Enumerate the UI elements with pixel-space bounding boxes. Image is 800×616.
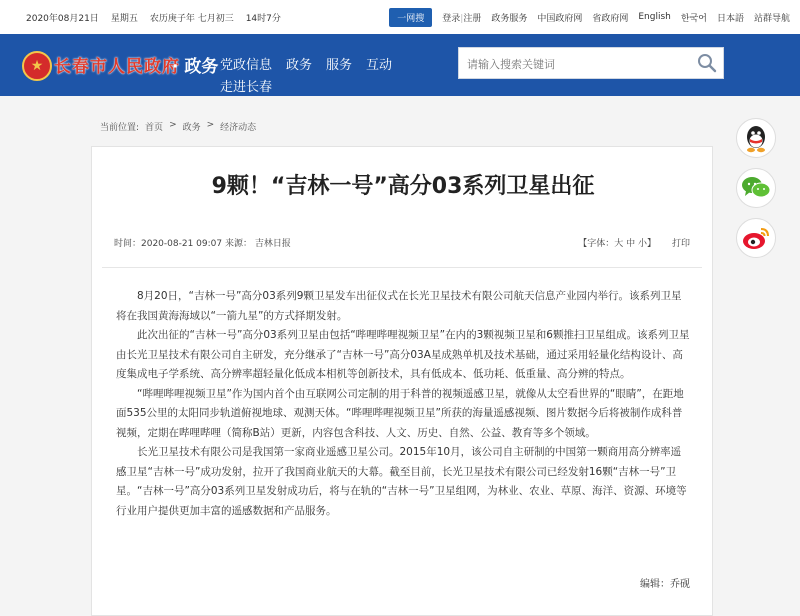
top-bar: 2020年08月21日 星期五 农历庚子年 七月初三 14时7分 一网搜 登录|注册 政务服务 中国政府网 省政府网 English 한국어 日本語 站群导航 bbox=[0, 0, 800, 35]
breadcrumb-separator: > bbox=[169, 120, 177, 130]
login-link[interactable]: 登录 bbox=[442, 13, 461, 24]
date-text: 2020年08月21日 bbox=[26, 13, 99, 24]
wechat-share-button[interactable] bbox=[736, 168, 776, 208]
register-link[interactable]: 注册 bbox=[463, 13, 482, 24]
breadcrumb-home[interactable]: 首页 bbox=[145, 123, 164, 133]
site-section: · 政务 bbox=[172, 57, 219, 77]
article-paragraph: 长光卫星技术有限公司是我国第一家商业遥感卫星公司。2015年10月，该公司自主研制的中国第一颗商用高分辨率遥感卫星“吉林一号”成功发射，拉开了我国商业航天的大幕。截至目前，长光卫星技术有限公司已经发射16颗“吉林一号”卫星。“吉林一号”高分03系列卫星发射成功后，将与在轨的“吉林一号”卫星组网，为林业、农业、草原、海洋、资源、环境等行业用户提供更加丰富的遥感数据和产品服务。 bbox=[116, 446, 687, 517]
main-nav bbox=[220, 54, 392, 73]
search-box bbox=[458, 47, 724, 79]
weekday-text: 星期五 bbox=[110, 13, 138, 24]
article-body bbox=[116, 287, 690, 521]
article-panel bbox=[91, 146, 713, 616]
top-link-japanese[interactable]: 日本語 bbox=[716, 13, 744, 24]
nav-item-about-changchun[interactable]: 走进长春 bbox=[220, 80, 273, 95]
print-link[interactable]: 打印 bbox=[671, 239, 690, 249]
qq-icon bbox=[743, 123, 769, 153]
lunar-date-text: 农历庚子年 七月初三 bbox=[149, 13, 234, 24]
breadcrumb-government[interactable]: 政务 bbox=[182, 123, 201, 133]
search-icon[interactable] bbox=[697, 53, 717, 73]
one-net-search-button[interactable]: 一网搜 bbox=[389, 8, 432, 27]
top-link-korean[interactable]: 한국어 bbox=[680, 13, 707, 24]
top-link-china-gov[interactable]: 中国政府网 bbox=[537, 13, 583, 24]
article-title: 9颗！“吉林一号”高分03系列卫星出征 bbox=[211, 174, 595, 199]
search-input[interactable] bbox=[459, 48, 689, 80]
weibo-share-button[interactable] bbox=[736, 218, 776, 258]
breadcrumb bbox=[100, 120, 256, 133]
top-link-site-navigation[interactable]: 站群导航 bbox=[753, 13, 790, 24]
nav-item-party-gov-info[interactable]: 党政信息 bbox=[220, 58, 273, 73]
site-header bbox=[0, 34, 800, 96]
article-meta: 时间：2020-08-21 09:07 来源： 吉林日报 bbox=[114, 239, 291, 249]
top-link-english[interactable]: English bbox=[638, 12, 671, 22]
article-paragraph: “哔哩哔哩视频卫星”作为国内首个由互联网公司定制的用于科普的视频遥感卫星，就像从太空看世界的“眼睛”，在距地面535公里的太阳同步轨道俯视地球、观测天体。“哔哩哔哩视频卫星”所获的海量遥感视频、图片数据今后将被制作成科普视频，定期在哔哩哔哩（简称B站）更新，内容包含科技、人文、历史、自然、公益、教育等多个领域。 bbox=[116, 387, 684, 439]
top-link-gov-service[interactable]: 政务服务 bbox=[491, 13, 528, 24]
article-editor: 编辑：乔砚 bbox=[640, 579, 690, 590]
nav-item-interaction[interactable]: 互动 bbox=[366, 58, 393, 73]
weibo-icon bbox=[741, 225, 771, 251]
breadcrumb-prefix: 当前位置: bbox=[100, 123, 140, 133]
qq-share-button[interactable] bbox=[736, 118, 776, 158]
time-text: 14时7分 bbox=[245, 13, 281, 24]
font-size-switcher[interactable]: 【字体：大 中 小】 bbox=[578, 239, 656, 249]
wechat-icon bbox=[741, 175, 771, 201]
top-link-province-gov[interactable]: 省政府网 bbox=[592, 13, 629, 24]
breadcrumb-economic-news[interactable]: 经济动态 bbox=[220, 123, 257, 133]
divider bbox=[102, 267, 702, 268]
nav-item-government[interactable]: 政务 bbox=[286, 58, 313, 73]
article-paragraph: 此次出征的“吉林一号”高分03系列卫星由包括“哔哩哔哩视频卫星”在内的3颗视频卫星和6颗推扫卫星组成。该系列卫星由长光卫星技术有限公司自主研发，充分继承了“吉林一号”高分03A星成熟单机及技术基础，通过采用轻量化结构设计、高度集成电子学系统、高分辨率超轻量化低成本相机等创新技术，具有低成本、低功耗、低重量、高分辨的特点。 bbox=[116, 329, 690, 380]
site-name[interactable]: 长春市人民政府 bbox=[54, 57, 180, 77]
article-paragraph: 8月20日，“吉林一号”高分03系列9颗卫星发车出征仪式在长光卫星技术有限公司航天信息产业园内举行。该系列卫星将在我国黄海海域以“一箭九星”的方式择期发射。 bbox=[116, 290, 682, 322]
national-emblem-icon[interactable]: ★ bbox=[22, 51, 52, 81]
nav-item-service[interactable]: 服务 bbox=[326, 58, 353, 73]
breadcrumb-separator: > bbox=[206, 120, 215, 130]
